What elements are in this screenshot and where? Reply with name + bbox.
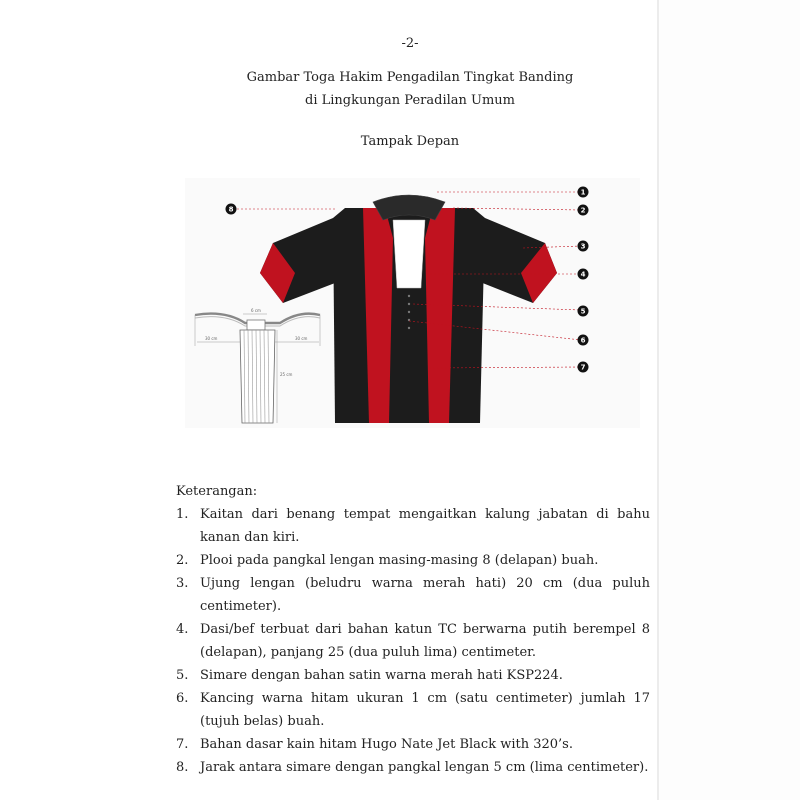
legend-item-number: 5. — [176, 668, 189, 683]
legend-item-text: Ujung lengan (beludru warna merah hati) 20 cm (dua puluh centimeter). — [200, 576, 650, 614]
legend-item-number: 6. — [176, 691, 189, 706]
legend-item-8 — [176, 756, 650, 779]
title-line-2: di Lingkungan Peradilan Umum — [305, 93, 515, 108]
legend-item-text: Kancing warna hitam ukuran 1 cm (satu centimeter) jumlah 17 (tujuh belas) buah. — [200, 691, 650, 729]
svg-text:8: 8 — [228, 205, 234, 214]
svg-text:6: 6 — [580, 336, 586, 345]
legend-item-text: Kaitan dari benang tempat mengaitkan kalung jabatan di bahu kanan dan kiri. — [200, 507, 650, 545]
legend-item-text: Bahan dasar kain hitam Hugo Nate Jet Black with 320’s. — [200, 737, 573, 752]
callout-4 — [578, 269, 589, 280]
legend-heading: Keterangan: — [176, 484, 258, 499]
page-gutter — [659, 0, 800, 800]
legend-item-number: 4. — [176, 622, 189, 637]
callout-6 — [578, 335, 589, 346]
legend-item-number: 1. — [176, 507, 189, 522]
legend-item-number: 8. — [176, 760, 189, 775]
robe-illustration — [185, 178, 640, 428]
page-title — [200, 66, 620, 112]
legend-item-3 — [176, 572, 650, 618]
robe-tie — [393, 220, 425, 288]
legend-item-number: 2. — [176, 553, 189, 568]
page-number: -2- — [401, 36, 419, 51]
legend-list — [176, 503, 650, 779]
legend-item-7 — [176, 733, 650, 756]
callout-3 — [578, 241, 589, 252]
legend-item-6 — [176, 687, 650, 733]
svg-text:5: 5 — [580, 307, 586, 316]
tie-knot — [247, 320, 265, 330]
legend-item-number: 3. — [176, 576, 189, 591]
svg-text:1: 1 — [580, 188, 586, 197]
svg-text:2: 2 — [580, 206, 586, 215]
tie-pleats — [240, 330, 275, 423]
callout-7 — [578, 362, 589, 373]
callout-1 — [578, 187, 589, 198]
legend-item-text: Plooi pada pangkal lengan masing-masing 8 (delapan) buah. — [200, 553, 599, 568]
dim-top-label: 6 cm — [251, 308, 261, 313]
robe-figure — [185, 178, 640, 428]
legend-item-number: 7. — [176, 737, 189, 752]
view-label: Tampak Depan — [360, 134, 460, 149]
callout-2 — [578, 205, 589, 216]
svg-text:3: 3 — [580, 242, 586, 251]
legend-item-text: Simare dengan bahan satin warna merah hati KSP224. — [200, 668, 563, 683]
dim-length-label: 25 cm — [280, 372, 293, 377]
legend-item-1 — [176, 503, 650, 549]
dim-right-label: 30 cm — [295, 336, 308, 341]
legend-item-5 — [176, 664, 650, 687]
callout-8 — [226, 204, 237, 215]
title-line-1: Gambar Toga Hakim Pengadilan Tingkat Banding — [246, 70, 574, 85]
page-edge-divider — [657, 0, 659, 800]
legend-item-text: Dasi/bef terbuat dari bahan katun TC berwarna putih berempel 8 (delapan), panjang 25 (dua puluh lima) centimeter. — [200, 622, 650, 660]
svg-text:7: 7 — [580, 363, 586, 372]
callout-5 — [578, 306, 589, 317]
legend-item-text: Jarak antara simare dengan pangkal lengan 5 cm (lima centimeter). — [200, 760, 649, 775]
dim-left-label: 30 cm — [205, 336, 218, 341]
svg-text:4: 4 — [580, 270, 586, 279]
legend-item-4 — [176, 618, 650, 664]
legend-item-2 — [176, 549, 650, 572]
